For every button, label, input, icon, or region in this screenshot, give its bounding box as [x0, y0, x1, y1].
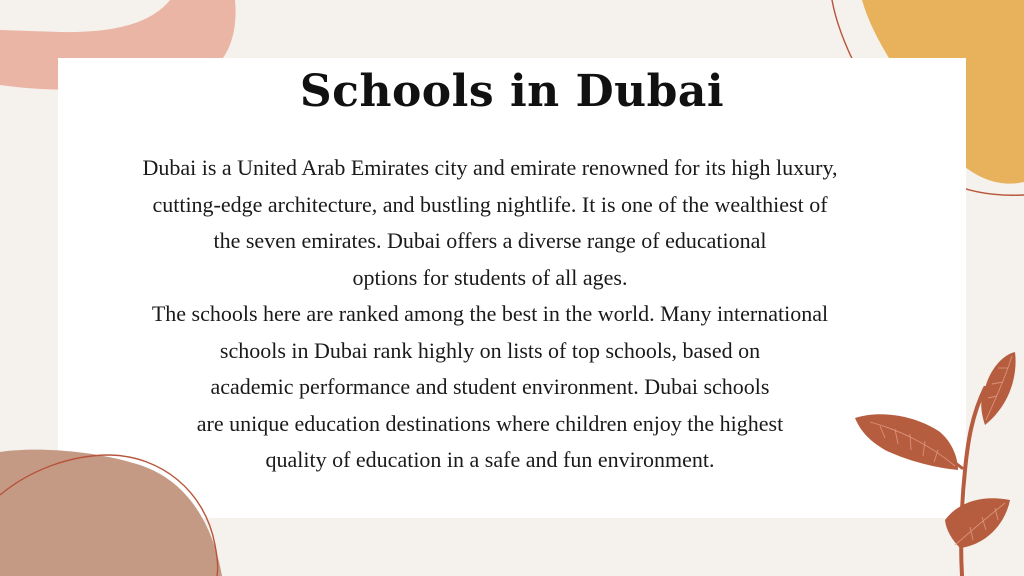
- text-line: the seven emirates. Dubai offers a diverse range of educational: [213, 228, 767, 253]
- body-text: [60, 150, 920, 479]
- text-line: options for students of all ages.: [352, 264, 628, 290]
- text-line: academic performance and student environment. Dubai schools: [210, 374, 770, 399]
- text-line: Dubai is a United Arab Emirates city and emirate renowned for its high luxury,: [142, 155, 838, 180]
- text-line: The schools here are ranked among the best in the world. Many international: [151, 301, 829, 326]
- text-line: schools in Dubai rank highly on lists of top schools, based on: [219, 337, 761, 363]
- leaf-top: [981, 352, 1015, 425]
- plant-stem: [961, 388, 985, 576]
- text-line: quality of education in a safe and fun environment.: [265, 447, 715, 472]
- text-line: cutting-edge architecture, and bustling nightlife. It is one of the wealthiest of: [152, 191, 828, 217]
- leaf-bottom: [945, 498, 1010, 548]
- text-line: are unique education destinations where children enjoy the highest: [196, 410, 784, 436]
- page-title: Schools in Dubai: [299, 66, 725, 117]
